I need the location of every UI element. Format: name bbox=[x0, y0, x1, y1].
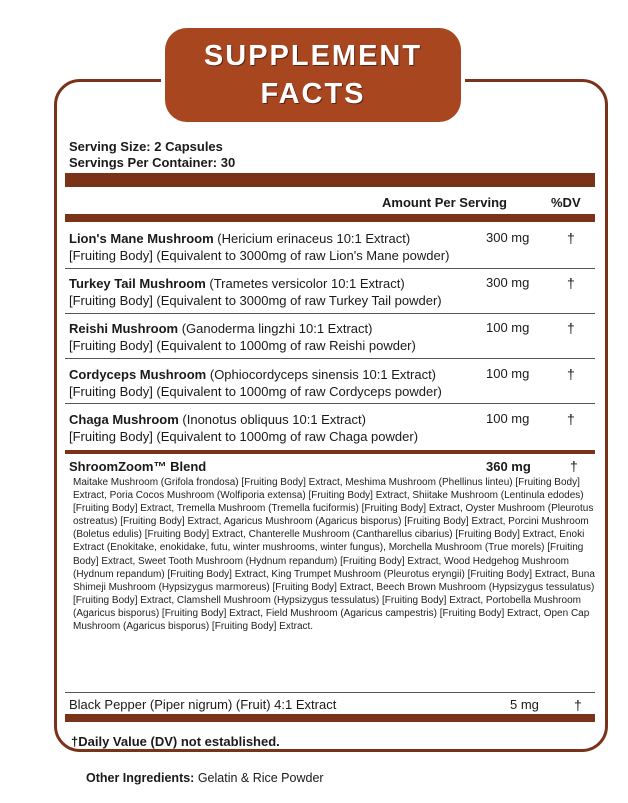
ingredient-detail: (Inonotus obliquus 10:1 Extract) bbox=[178, 412, 366, 427]
blend-ingredients: Maitake Mushroom (Grifola frondosa) [Fruiting Body] Extract, Meshima Mushroom (Phellinus linteu) [Fruiting Body] Extract, Poria Cocos Mushroom (Wolfiporia extensa) [Fruiting Body] Extract, Shiitake Mushroom (Lentinula edodes) [Fruiting Body] Extract, Tremella Mushroom (Tremella fuciformis) [Fruiting Body] Extract, Oyster Mushroom (Pleurotus ostreatus) [Fruiting Body] Extract, Agaricus Mushroom (Agaricus bisporus) [Fruiting Body] Extract, Porcini Mushroom (Boletus edulis) [Fruiting Body] Extract, Chanterelle Mushroom (Cantharellus cibarius) [Fruiting Body] Extract, Enoki Extract (Enokitake, enokidake, futu, winter mushrooms, winter fungus), Morchella Mushroom (True morels) [Fruiting Body] Extract, Sweet Tooth Mushroom (Hydnum repandum) [Fruiting Body] Extract, Wood Hedgehog Mushroom (Hydnum repandum) [Fruiting Body] Extract, King Trumpet Mushroom (Pleurotus eryngii) [Fruiting Body] Extract, Buna Shimeji Mushroom (Hypsizygus marmoreus) [Fruiting Body] Extract, Beech Brown Mushroom (Hypsizygus tessulatus) [Fruiting Body] Extract, Clamshell Mushroom (Hypsizygus tessulatus) [Fruiting Body] Extract, Portobella Mushroom (Agaricus bisporus) [Fruiting Body] Extract, Field Mushroom (Agaricus campestris) [Fruiting Body] Extract, Open Cap Mushroom (Agaricus bisporus) [Fruiting Body] Extract. bbox=[73, 477, 595, 633]
dv-dagger: † bbox=[567, 230, 575, 246]
row-divider bbox=[65, 403, 595, 404]
ingredient-name: Lion's Mane Mushroom bbox=[69, 231, 214, 246]
ingredient-detail: (Trametes versicolor 10:1 Extract) bbox=[205, 276, 405, 291]
ingredient-amount: 300 mg bbox=[486, 275, 530, 290]
ingredient-line2: [Fruiting Body] (Equivalent to 3000mg of raw Lion's Mane powder) bbox=[69, 248, 450, 263]
dv-dagger: † bbox=[567, 320, 575, 336]
ingredient-name: Turkey Tail Mushroom bbox=[69, 276, 206, 291]
row-divider bbox=[65, 358, 595, 359]
thick-divider bbox=[65, 173, 595, 187]
dv-header: %DV bbox=[551, 195, 581, 210]
other-ingredients-value: Gelatin & Rice Powder bbox=[194, 771, 324, 785]
pepper-name: Black Pepper (Piper nigrum) (Fruit) 4:1 Extract bbox=[69, 697, 337, 712]
ingredient-amount: 100 mg bbox=[486, 366, 530, 381]
pepper-dv-dagger: † bbox=[574, 697, 582, 713]
ingredient-detail: (Ganoderma lingzhi 10:1 Extract) bbox=[178, 321, 373, 336]
footer-divider bbox=[65, 714, 595, 722]
amount-header: Amount Per Serving bbox=[382, 195, 507, 210]
serving-info bbox=[69, 139, 235, 171]
row-divider bbox=[65, 692, 595, 693]
blend-dv-dagger: † bbox=[570, 458, 578, 474]
dv-dagger: † bbox=[567, 366, 575, 382]
title-line-2: FACTS bbox=[260, 78, 366, 110]
row-divider bbox=[65, 268, 595, 269]
blend-divider bbox=[65, 450, 595, 454]
servings-per-container: Servings Per Container: 30 bbox=[69, 155, 236, 170]
ingredient-detail: (Hericium erinaceus 10:1 Extract) bbox=[213, 231, 411, 246]
dv-dagger: † bbox=[567, 411, 575, 427]
dv-footnote: †Daily Value (DV) not established. bbox=[71, 734, 280, 749]
header-divider bbox=[65, 214, 595, 222]
ingredient-line2: [Fruiting Body] (Equivalent to 3000mg of raw Turkey Tail powder) bbox=[69, 293, 442, 308]
ingredient-line2: [Fruiting Body] (Equivalent to 1000mg of raw Reishi powder) bbox=[69, 338, 416, 353]
dv-dagger: † bbox=[567, 275, 575, 291]
blend-amount: 360 mg bbox=[486, 459, 531, 474]
serving-size: Serving Size: 2 Capsules bbox=[69, 139, 223, 154]
ingredient-detail: (Ophiocordyceps sinensis 10:1 Extract) bbox=[206, 367, 437, 382]
ingredient-line2: [Fruiting Body] (Equivalent to 1000mg of raw Chaga powder) bbox=[69, 429, 419, 444]
title-line-1: SUPPLEMENT bbox=[203, 40, 423, 72]
ingredient-name: Cordyceps Mushroom bbox=[69, 367, 207, 382]
ingredient-amount: 100 mg bbox=[486, 411, 530, 426]
row-divider bbox=[65, 313, 595, 314]
other-ingredients-label: Other Ingredients: bbox=[86, 771, 195, 785]
ingredient-line2: [Fruiting Body] (Equivalent to 1000mg of raw Cordyceps powder) bbox=[69, 384, 442, 399]
other-ingredients bbox=[86, 771, 324, 785]
title-banner bbox=[165, 28, 461, 122]
ingredient-amount: 100 mg bbox=[486, 320, 530, 335]
pepper-amount: 5 mg bbox=[510, 697, 539, 712]
blend-title: ShroomZoom™ Blend bbox=[69, 459, 207, 474]
ingredient-name: Chaga Mushroom bbox=[69, 412, 179, 427]
ingredient-name: Reishi Mushroom bbox=[69, 321, 179, 336]
ingredient-amount: 300 mg bbox=[486, 230, 530, 245]
